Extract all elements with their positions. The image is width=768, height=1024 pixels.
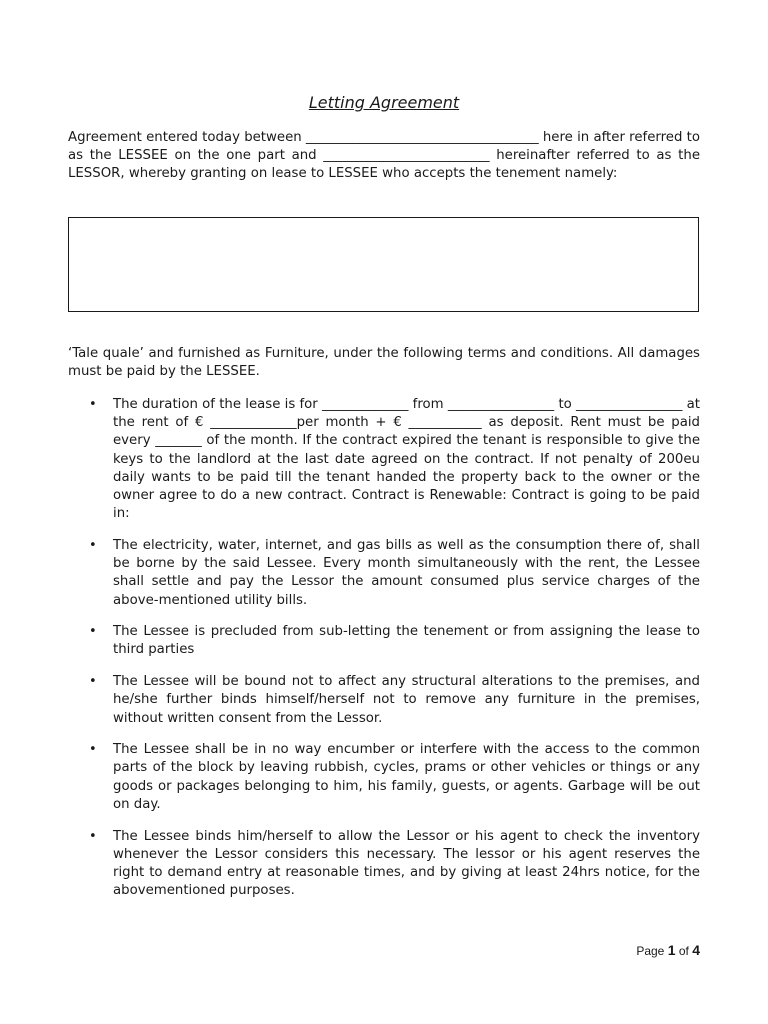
page-label: Page [636,944,665,958]
tale-quale-paragraph: ‘Tale quale’ and furnished as Furniture, under the following terms and conditions. All damages must be paid by the LESSEE. [68,346,700,380]
intro-paragraph: Agreement entered today between ___________________________________ here in after referred to as the LESSEE on the one part and _________________________ hereinafter referred to as the LESSOR, whereby granting on lease to LESSEE who accepts the tenement namely: [68,130,700,182]
clause-inventory: • The Lessee binds him/herself to allow the Lessor or his agent to check the inventory whenever the Lessor considers this necessary. The lessor or his agent reserves the right to demand entry at reasonable times, and by giving at least 24hrs notice, for the abovementioned purposes. [113,828,700,901]
total-pages-number: 4 [692,942,700,958]
document-title: Letting Agreement [308,93,460,112]
tenement-description-box [68,217,699,312]
page-number-footer [636,941,700,960]
of-label: of [678,944,689,958]
current-page-number: 1 [667,942,676,958]
clause-duration: • The duration of the lease is for _____________ from ________________ to ________________ at the rent of € _____________per month + € ___________ as deposit. Rent must be paid every _______ of the month. If the contract expired the tenant is responsible to give the keys to the landlord at the last date agreed on the contract. If not penalty of 200eu daily wants to be paid till the tenant handed the property back to the owner or the owner agree to do a new contract. Contract is Renewable: Contract is going to be paid in: [113,396,700,523]
clause-alterations: • The Lessee will be bound not to affect any structural alterations to the premises, and he/she further binds himself/herself not to remove any furniture in the premises, without written consent from the Lessor. [113,673,700,728]
clause-sub-letting: • The Lessee is precluded from sub-letting the tenement or from assigning the lease to third parties [113,623,700,659]
clause-common-parts: • The Lessee shall be in no way encumber or interfere with the access to the common parts of the block by leaving rubbish, cycles, prams or other vehicles or things or any goods or packages belonging to him, his family, guests, or agents. Garbage will be out on day. [113,741,700,814]
clauses-list [113,396,700,914]
clause-utilities: • The electricity, water, internet, and gas bills as well as the consumption there of, shall be borne by the said Lessee. Every month simultaneously with the rent, the Lessee shall settle and pay the Lessor the amount consumed plus service charges of the above-mentioned utility bills. [113,537,700,610]
